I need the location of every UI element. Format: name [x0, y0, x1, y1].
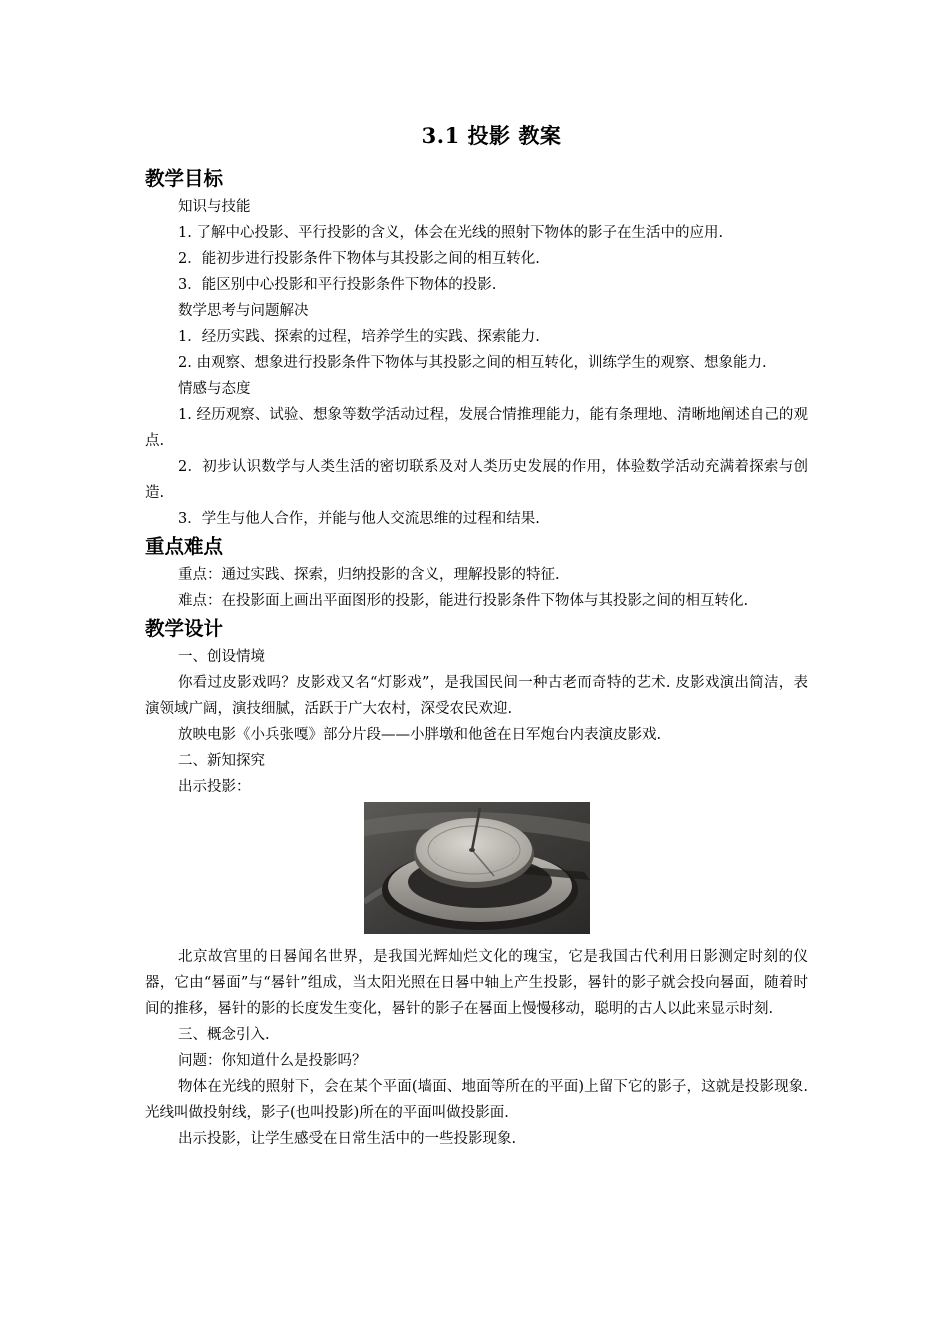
section-heading-teaching-design: 教学设计 [145, 617, 224, 640]
sundial-figure [145, 802, 808, 938]
svg-text:·: · [459, 824, 462, 830]
paragraph: 北京故宫里的日晷闻名世界，是我国光辉灿烂文化的瑰宝，它是我国古代利用日影测定时刻的仪器，它由“晷面”与“晷针”组成，当太阳光照在日晷中轴上产生投影，晷针的影子就会投向晷面，随着时间的推移，晷针的影的长度发生变化，晷针的影子在晷面上慢慢移动，聪明的古人以此来显示时刻. [145, 949, 808, 1017]
svg-text:·: · [433, 840, 436, 846]
paragraph: 三、概念引入. [178, 1027, 270, 1043]
paragraph: 二、新知探究 [178, 753, 265, 769]
svg-text:·: · [435, 856, 438, 862]
paragraph: 2．初步认识数学与人类生活的密切联系及对人类历史发展的作用，体验数学活动充满着探索与创造. [145, 459, 808, 501]
svg-text:·: · [443, 830, 446, 836]
paragraph: 1. 了解中心投影、平行投影的含义，体会在光线的照射下物体的影子在生活中的应用. [178, 225, 724, 241]
section-heading-objectives: 教学目标 [145, 167, 224, 190]
paragraph: 难点：在投影面上画出平面图形的投影，能进行投影条件下物体与其投影之间的相互转化. [178, 593, 749, 609]
sundial-photo-icon [364, 802, 590, 934]
section-heading-key-points: 重点难点 [145, 535, 224, 558]
svg-text:·: · [513, 840, 516, 846]
document-title: 3.1 投影 教案 [421, 123, 562, 148]
paragraph: 3．能区别中心投影和平行投影条件下物体的投影. [178, 277, 497, 293]
paragraph: 情感与态度 [178, 381, 251, 397]
svg-text:·: · [487, 824, 490, 830]
paragraph: 1. 经历观察、试验、想象等数学活动过程，发展合情推理能力，能有条理地、清晰地阐述自己的观点. [145, 407, 808, 449]
paragraph: 2．能初步进行投影条件下物体与其投影之间的相互转化. [178, 251, 540, 267]
paragraph: 数学思考与问题解决 [178, 303, 309, 319]
paragraph: 出示投影： [178, 779, 251, 795]
paragraph: 物体在光线的照射下，会在某个平面(墙面、地面等所在的平面)上留下它的影子，这就是投影现象. 光线叫做投射线，影子(也叫投影)所在的平面叫做投影面. [145, 1079, 808, 1121]
paragraph: 你看过皮影戏吗？皮影戏又名“灯影戏”，是我国民间一种古老而奇特的艺术. 皮影戏演出简洁，表演领域广阔，演技细腻，活跃于广大农村，深受农民欢迎. [145, 675, 808, 717]
paragraph: 知识与技能 [178, 199, 251, 215]
paragraph: 放映电影《小兵张嘎》部分片段——小胖墩和他爸在日军炮台内表演皮影戏. [178, 727, 662, 743]
document-page [145, 120, 808, 1152]
paragraph: 一、创设情境 [178, 649, 265, 665]
paragraph: 1．经历实践、探索的过程，培养学生的实践、探索能力. [178, 329, 540, 345]
paragraph: 出示投影，让学生感受在日常生活中的一些投影现象. [178, 1131, 517, 1147]
paragraph: 3．学生与他人合作，并能与他人交流思维的过程和结果. [178, 511, 540, 527]
paragraph: 问题：你知道什么是投影吗？ [178, 1053, 367, 1069]
svg-text:·: · [511, 856, 514, 862]
paragraph: 2. 由观察、想象进行投影条件下物体与其投影之间的相互转化，训练学生的观察、想象能力. [178, 355, 767, 371]
svg-text:·: · [503, 830, 506, 836]
paragraph: 重点：通过实践、探索，归纳投影的含义，理解投影的特征. [178, 567, 560, 583]
